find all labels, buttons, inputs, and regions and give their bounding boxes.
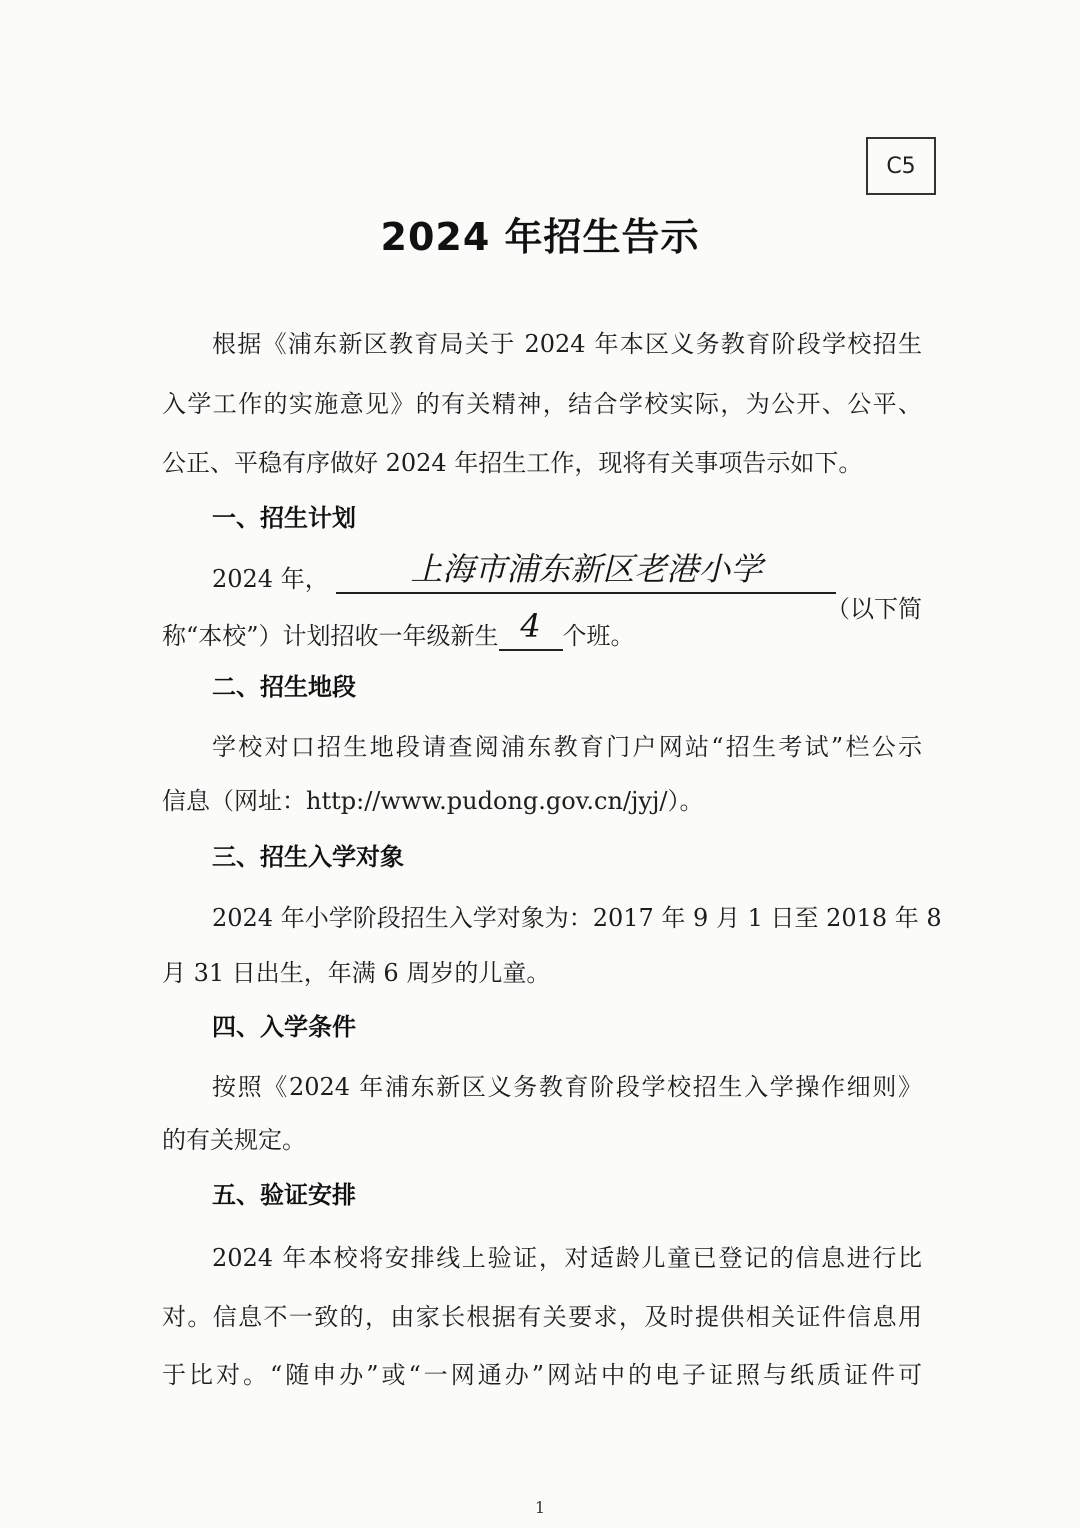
class-count-blank xyxy=(499,607,563,651)
section-4-heading: 四、入学条件 xyxy=(212,1013,356,1041)
intro-line-1: 根据《浦东新区教育局关于 2024 年本区义务教育阶段学校招生 xyxy=(212,330,922,358)
intro-line-2: 入学工作的实施意见》的有关精神，结合学校实际，为公开、公平、 xyxy=(162,390,922,418)
section-5-line-3: 于比对。“随申办”或“一网通办”网站中的电子证照与纸质证件可 xyxy=(162,1361,922,1389)
class-count-handwritten: 4 xyxy=(520,607,541,645)
section-1-suffix: （以下简 xyxy=(826,595,922,623)
section-1-heading: 一、招生计划 xyxy=(212,504,356,532)
section-3-line-2: 月 31 日出生，年满 6 周岁的儿童。 xyxy=(162,959,551,987)
page-title: 2024 年招生告示 xyxy=(380,215,700,259)
intro-line-3: 公正、平稳有序做好 2024 年招生工作，现将有关事项告示如下。 xyxy=(162,449,863,477)
section-1-line-1 xyxy=(212,550,922,624)
section-4-line-1: 按照《2024 年浦东新区义务教育阶段学校招生入学操作细则》 xyxy=(212,1073,922,1101)
section-5-heading: 五、验证安排 xyxy=(212,1181,356,1209)
school-name-blank xyxy=(336,550,836,594)
document-code-box xyxy=(866,137,936,195)
section-5-line-1: 2024 年本校将安排线上验证，对适龄儿童已登记的信息进行比 xyxy=(212,1244,922,1272)
section-4-line-2: 的有关规定。 xyxy=(162,1126,306,1154)
section-2-line-1: 学校对口招生地段请查阅浦东教育门户网站“招生考试”栏公示 xyxy=(212,733,922,761)
document-code: C5 xyxy=(886,153,916,179)
section-3-line-1: 2024 年小学阶段招生入学对象为：2017 年 9 月 1 日至 2018 年 8 xyxy=(212,904,942,932)
section-1-line2-suffix: 个班。 xyxy=(562,622,635,650)
section-2-heading: 二、招生地段 xyxy=(212,673,356,701)
section-5-line-2: 对。信息不一致的，由家长根据有关要求，及时提供相关证件信息用 xyxy=(162,1303,922,1331)
section-1-line2-prefix: 称“本校”）计划招收一年级新生 xyxy=(162,622,499,650)
section-2-line-2: 信息（网址：http://www.pudong.gov.cn/jyj/）。 xyxy=(162,787,704,815)
section-1-prefix: 2024 年， xyxy=(212,565,329,593)
section-3-heading: 三、招生入学对象 xyxy=(212,843,404,871)
page-number: 1 xyxy=(534,1498,546,1517)
school-name-handwritten: 上海市浦东新区老港小学 xyxy=(410,550,763,588)
